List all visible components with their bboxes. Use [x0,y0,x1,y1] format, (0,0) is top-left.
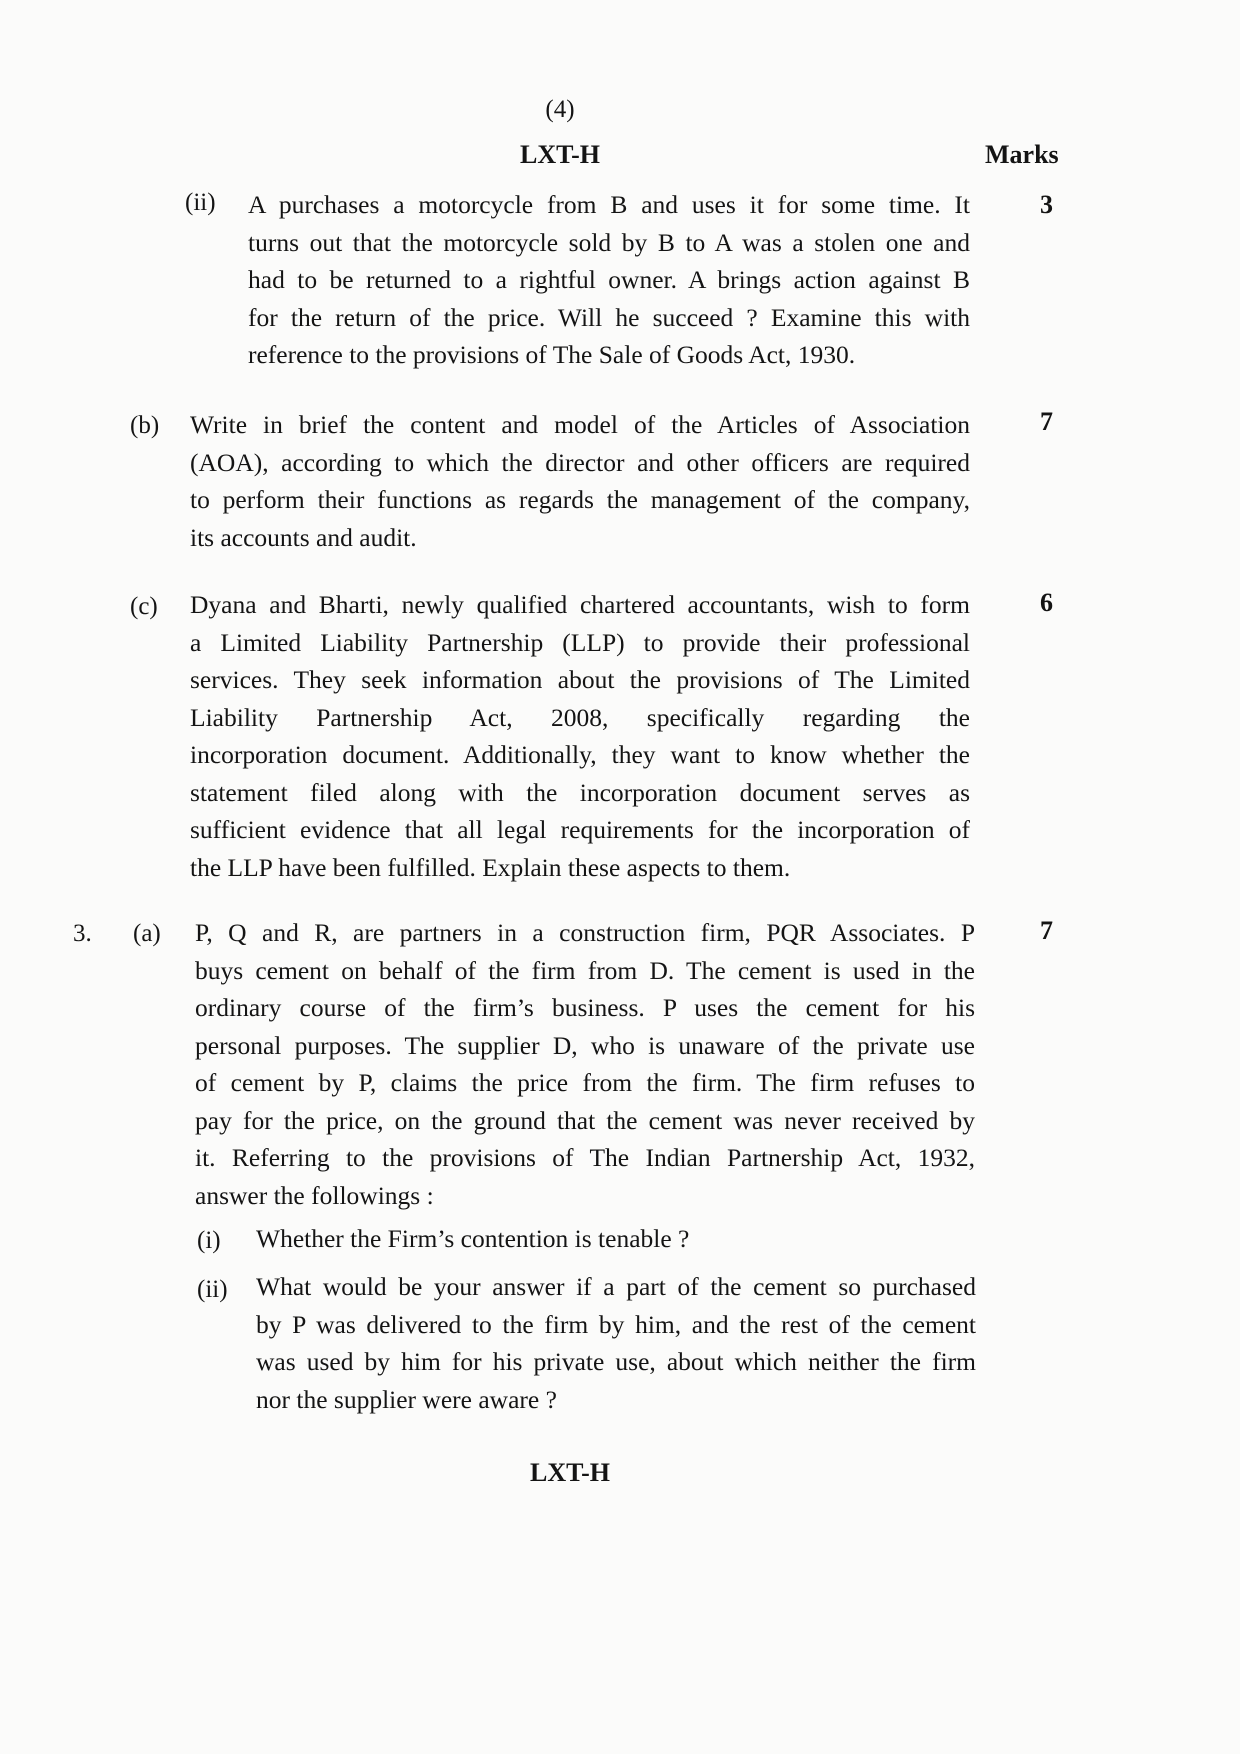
question-part-label: (b) [130,412,160,439]
text-line: turns out that the motorcycle sold by B to A was a stolen one and [248,227,970,257]
page-number: (4) [545,96,575,123]
text-line: by P was delivered to the firm by him, and the rest of the cement [256,1309,976,1339]
text-line: P, Q and R, are partners in a construction firm, PQR Associates. P [195,918,975,947]
text-line: personal purposes. The supplier D, who is unaware of the private use [195,1030,975,1060]
text-line: statement filed along with the incorporation document serves as [190,777,970,807]
question-text [256,1220,976,1258]
text-line: answer the followings : [195,1180,434,1210]
text-line: its accounts and audit. [190,522,417,552]
text-line: Dyana and Bharti, newly qualified chartered accountants, wish to form [190,590,970,619]
text-line: What would be your answer if a part of the cement so purchased [256,1272,976,1301]
paper-code-header: LXT-H [520,140,600,169]
text-line: incorporation document. Additionally, they want to know whether the [190,740,970,769]
text-line: nor the supplier were aware ? [256,1384,557,1414]
marks-value: 7 [1040,916,1053,945]
question-part-label: (a) [133,920,161,947]
question-text [248,186,970,374]
text-line: of cement by P, claims the price from the firm. The firm refuses to [195,1068,975,1097]
text-line: a Limited Liability Partnership (LLP) to provide their professional [190,627,970,657]
text-line: to perform their functions as regards the management of the company, [190,485,970,514]
text-line: for the return of the price. Will he succeed ? Examine this with [248,302,970,332]
question-number: 3. [73,920,92,947]
question-text [256,1268,976,1418]
marks-column-heading: Marks [985,140,1059,169]
text-line: (AOA), according to which the director and other officers are required [190,447,970,477]
text-line: buys cement on behalf of the firm from D. The cement is used in the [195,955,975,985]
marks-value: 6 [1040,588,1053,617]
paper-code-footer: LXT-H [530,1458,610,1487]
question-text [190,406,970,556]
sub-question-label: (ii) [197,1276,228,1303]
question-text [195,914,975,1214]
marks-value: 3 [1040,190,1053,219]
text-line: it. Referring to the provisions of The Indian Partnership Act, 1932, [195,1143,975,1172]
sub-question-label: (ii) [185,189,216,216]
text-line: ordinary course of the firm’s business. P uses the cement for his [195,993,975,1022]
text-line: reference to the provisions of The Sale of Goods Act, 1930. [248,340,856,369]
text-line: sufficient evidence that all legal requirements for the incorporation of [190,815,970,844]
sub-question-label: (i) [197,1227,221,1254]
text-line: Write in brief the content and model of the Articles of Association [190,410,970,439]
text-line: the LLP have been fulfilled. Explain these aspects to them. [190,852,791,882]
marks-value: 7 [1040,407,1053,436]
text-line: Liability Partnership Act, 2008, specifically regarding the [190,702,970,732]
text-line: services. They seek information about the provisions of The Limited [190,665,970,694]
text-line: was used by him for his private use, about which neither the firm [256,1347,976,1376]
question-part-label: (c) [130,593,158,620]
question-text [190,586,970,886]
text-line: pay for the price, on the ground that the cement was never received by [195,1105,975,1135]
text-line: Whether the Firm’s contention is tenable ? [256,1224,690,1253]
text-line: A purchases a motorcycle from B and uses it for some time. It [248,190,970,219]
text-line: had to be returned to a rightful owner. A brings action against B [248,265,970,294]
